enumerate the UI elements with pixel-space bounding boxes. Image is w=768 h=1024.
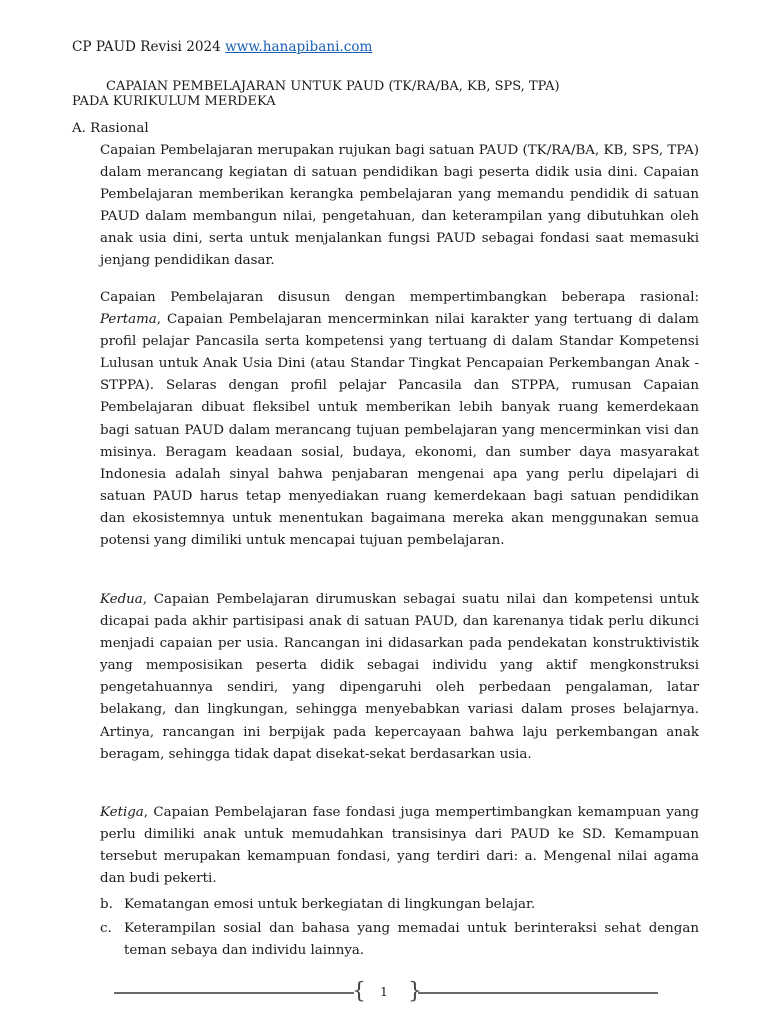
paragraph-3 [100,589,699,766]
list-marker-c: c. [100,921,112,936]
left-brace-icon: { [352,979,366,1004]
paragraph-2-text: , Capaian Pembelajaran mencerminkan nilai karakter yang tertuang di dalam profil pelajar Pancasila serta kompetensi yang tertuang di dalam Standar Kompetensi Lulusan untuk Anak Usia Dini (atau Standar Tingkat Pencapaian Perkembangan Anak - STPPA). Selaras dengan profil pelajar Pancasila dan STPPA, rumusan Capaian Pembelajaran dibuat fleksibel untuk memberikan lebih banyak ruang kemerdekaan bagi satuan PAUD dalam merancang tujuan pembelajaran yang mencerminkan visi dan misinya. Beragam keadaan sosial, budaya, ekonomi, dan sumber daya masyarakat Indonesia adalah sinyal bahwa penjabaran mengenai apa yang perlu dipelajari di satuan PAUD harus tetap menyediakan ruang kemerdekaan bagi satuan pendidikan dan ekosistemnya untuk menentukan bagaimana mereka akan menggunakan semua potensi yang dimiliki untuk mencapai tujuan pembelajaran. [100,312,699,549]
paragraph-1-text: Capaian Pembelajaran merupakan rujukan bagi satuan PAUD (TK/RA/BA, KB, SPS, TPA) dalam merancang kegiatan di satuan pendidikan bagi peserta didik usia dini. Capaian Pembelajaran memberikan kerangka pembelajaran yang memandu pendidik di satuan PAUD dalam membangun nilai, pengetahuan, dan keterampilan yang dibutuhkan oleh anak usia dini, serta untuk menjalankan fungsi PAUD sebagai fondasi saat memasuki jenjang pendidikan dasar. [100,143,699,269]
paragraph-2-intro: Capaian Pembelajaran disusun dengan mempertimbangkan beberapa rasional: [100,290,699,305]
footer-rule-right [418,992,658,994]
page-header [72,37,372,57]
paragraph-3-emphasis: Kedua [100,592,143,607]
title-line-1: CAPAIAN PEMBELAJARAN UNTUK PAUD (TK/RA/BA, KB, SPS, TPA) [106,79,560,94]
header-link[interactable]: www.hanapibani.com [225,39,373,55]
list-item [100,894,699,916]
right-brace-icon: } [408,979,422,1004]
list-text-c: Keterampilan sosial dan bahasa yang memadai untuk berinteraksi sehat dengan teman sebaya dan individu lainnya. [124,921,699,959]
paragraph-4 [100,802,699,890]
page-number: 1 [380,985,388,999]
paragraph-4-emphasis: Ketiga [100,805,144,820]
list-item [100,918,699,962]
paragraph-4-text: , Capaian Pembelajaran fase fondasi juga mempertimbangkan kemampuan yang perlu dimiliki anak untuk memudahkan transisinya dari PAUD ke SD. Kemampuan tersebut merupakan kemampuan fondasi, yang terdiri dari: a. Mengenal nilai agama dan budi pekerti. [100,805,699,887]
title-line-2: PADA KURIKULUM MERDEKA [72,94,276,109]
paragraph-3-text: , Capaian Pembelajaran dirumuskan sebagai suatu nilai dan kompetensi untuk dicapai pada akhir partisipasi anak di satuan PAUD, dan karenanya tidak perlu dikunci menjadi capaian per usia. Rancangan ini didasarkan pada pendekatan konstruktivistik yang memposisikan peserta didik sebagai individu yang aktif mengkonstruksi pengetahuannya sendiri, yang dipengaruhi oleh perbedaan pengalaman, latar belakang, dan lingkungan, sehingga menyebabkan variasi dalam proses belajarnya. Artinya, rancangan ini berpijak pada kepercayaan bahwa laju perkembangan anak beragam, sehingga tidak dapat disekat-sekat berdasarkan usia. [100,592,699,762]
paragraph-2 [100,287,699,552]
footer-rule-left [114,992,354,994]
paragraph-2-emphasis: Pertama [100,312,157,328]
paragraph-1 [100,140,699,273]
list-text-b: Kematangan emosi untuk berkegiatan di lingkungan belajar. [124,897,536,912]
list-marker-b: b. [100,897,113,912]
document-title [72,79,560,109]
section-heading: A. Rasional [72,121,149,136]
header-prefix: CP PAUD Revisi 2024 [72,39,226,55]
